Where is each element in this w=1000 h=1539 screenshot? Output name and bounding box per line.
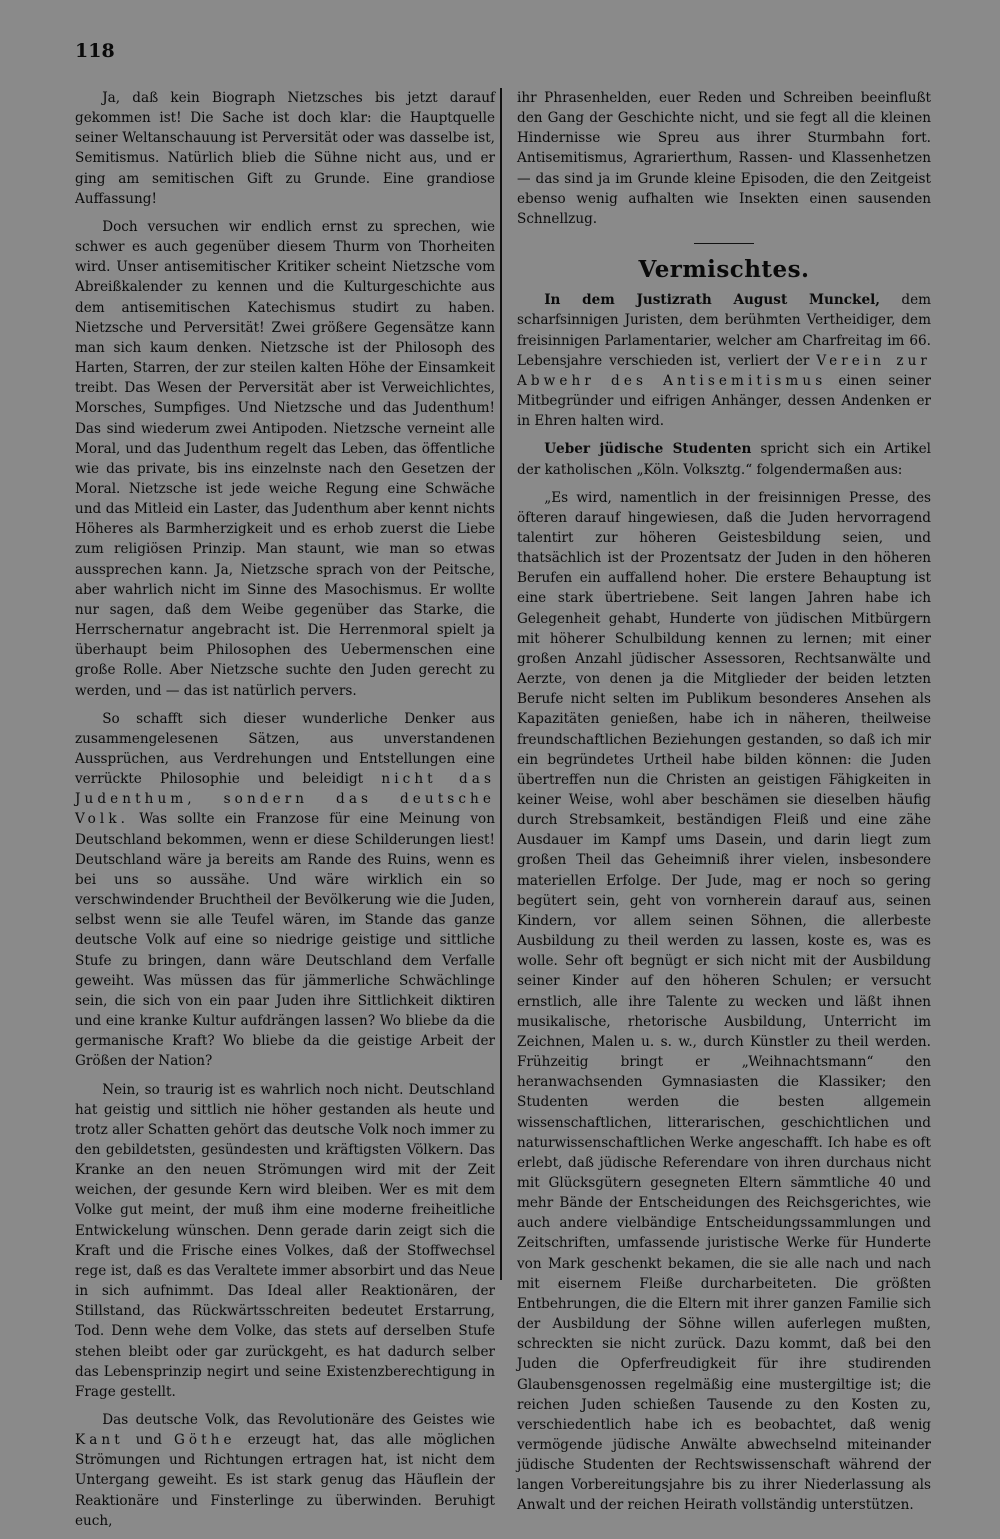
paragraph: Nein, so traurig ist es wahrlich noch nicht. Deutschland hat geistig und sittlich nie höher gestanden als heute und trotz aller Schatten gehört das deutsche Volk noch immer zu den gebildetsten, gesündesten und kräftigsten Völkern. Das Kranke an den neuen Strömungen wird mit der Zeit weichen, der gesunde Kern wird bleiben. Wer es mit dem Volke gut meint, der muß ihm eine moderne freiheitliche Entwickelung wünschen. Denn gerade darin zeigt sich die Kraft und die Frische eines Volkes, daß der Stoffwechsel rege ist, daß es das Veraltete immer absorbirt und das Neue in sich aufnimmt. Das Ideal aller Reaktionären, der Stillstand, das Rückwärtsschreiten bedeutet Erstarrung, Tod. Denn wehe dem Volke, das stets auf derselben Stufe stehen bleibt oder gar zurückgeht, es hat dadurch selber das Lebensprinzip negirt und seine Existenzberechtigung in Frage gestellt.	[75, 1081, 495, 1400]
section-rule	[694, 243, 754, 244]
emphasized-text: nicht das Judenthum, sondern das deutsche Volk.	[75, 771, 495, 828]
paragraph-text: Das deutsche Volk, das Revolutionäre des Geistes wie	[102, 1412, 495, 1428]
left-column	[75, 88, 495, 1539]
paragraph: ihr Phrasenhelden, euer Reden und Schreiben beeinflußt den Gang der Geschichte nicht, und sie fegt all die kleinen Hindernisse wie Spreu aus ihrer Sturmbahn fort. Antisemitismus, Agrarierthum, Rassen- und Klassenhetzen — das sind ja im Grunde kleine Episoden, die den Zeitgeist ebenso wenig aufhalten wie Insekten einen sausenden Schnellzug.	[517, 90, 931, 227]
paragraph-text: und	[135, 1432, 162, 1449]
item-lead: Ueber jüdische Studenten	[544, 441, 752, 458]
quote-paragraph: „Es wird, namentlich in der freisinnigen Presse, des öfteren darauf hingewiesen, daß die Juden hervorragend talentirt zur höheren Geistesbildung seien, und thatsächlich ist der Prozentsatz der Juden in den höheren Berufen ein auffallend hoher. Die erstere Behauptung ist eine stark übertriebene. Seit langen Jahren habe ich Gelegenheit gehabt, Hunderte von jüdischen Mitbürgern mit höherer Schulbildung kennen zu lernen; mit einer großen Anzahl jüdischer Assessoren, Rechtsanwälte und Aerzte, von denen ja die Mitglieder der beiden letzten Berufe nicht selten im Publikum besonderes Ansehen als Kapazitäten genießen, habe ich in näheren, theilweise freundschaftlichen Beziehungen gestanden, so daß ich mir ein begründetes Urtheil habe bilden können: die Juden übertreffen nun die Christen an geistigen Fähigkeiten in keiner Weise, wohl aber beschämen sie dieselben häufig durch Strebsamkeit, beständigen Fleiß und eine zähe Ausdauer im Kampf ums Dasein, und darin liegt zum großen Theil das Geheimniß ihrer vielen, insbesondere materiellen Erfolge. Der Jude, mag er noch so gering begütert sein, geht von vornherein darauf aus, seinen Kindern, vor allem seinen Söhnen, die allerbeste Ausbildung zu theil werden zu lassen, koste es, was es wolle. Sehr oft begnügt er sich nicht mit der Ausbildung seiner Kinder auf den höheren Schulen; er versucht ernstlich, alle ihre Talente zu wecken und läßt ihnen musikalische, rhetorische Ausbildung, Unterricht im Zeichnen, Malen u. s. w., durch Künstler zu theil werden. Frühzeitig bringt er „Weihnachtsmann“ den heranwachsenden Gymnasiasten die Klassiker; den Studenten werden die besten allgemein wissenschaftlichen, litterarischen, geschichtlichen und naturwissenschaftlichen Werke angeschafft. Ich habe es oft erlebt, daß jüdische Referendare von ihren durchaus nicht mit Glücksgütern gesegneten Eltern sämmtliche 40 und mehr Bände der Entscheidungen des Reichsgerichtes, wie auch andere vielbändige Entscheidungssammlungen und Zeitschriften, umfassende juristische Werke für Hunderte von Mark geschenkt bekamen, die sie alle nach und nach mit eisernem Fleiße durcharbeiteten. Die größten Entbehrungen, die die Eltern mit ihrer ganzen Familie sich der Ausbildung der Söhne willen auferlegen mußten, schreckten sie nicht zurück. Dazu kommt, daß bei den Juden die Opferfreudigkeit für ihre studirenden Glaubensgenossen regelmäßig eine mustergiltige ist; die reichen Juden schießen Tausende zu den Kosten zu, verschiedentlich habe ich es beobachtet, daß wenig vermögende jüdische Anwälte abwechselnd miteinander jüdische Studenten der Rechtswissenschaft während der langen Vorbereitungsjahre bis zu ihrer Niederlassung als Anwalt und der reichen Heirath vollständig unterstützen.	[517, 489, 931, 1514]
section-heading: Vermischtes.	[638, 256, 810, 284]
paragraph: Ja, daß kein Biograph Nietzsches bis jetzt darauf gekommen ist! Die Sache ist doch klar: die Hauptquelle seiner Weltanschauung ist Perversität oder was dasselbe ist, Semitismus. Natürlich blieb die Sühne nicht aus, und er ging am semitischen Gift zu Grunde. Eine grandiose Auffassung!	[75, 90, 495, 207]
item-text: einen seiner Mitbegründer und eifrigen Anhänger, dessen Andenken er in Ehren halten wird.	[517, 372, 931, 430]
item-text: spricht sich ein Artikel der katholischen „Köln. Volksztg.“ folgendermaßen aus:	[517, 441, 931, 478]
paragraph-text: Was sollte ein Franzose für eine Meinung von Deutschland bekommen, wenn er diese Schilderungen liest! Deutschland wäre ja bereits am Rande des Ruins, wenn es bei uns so aussähe. Und wäre wirklich ein so verschwindender Bruchtheil der Bevölkerung wie die Juden, selbst wenn sie alle Teufel wären, im Stande das ganze deutsche Volk auf eine so niedrige geistige und sittliche Stufe zu bringen, dann wäre Deutschland dem Verfalle geweiht. Was müssen das für jämmerliche Schwächlinge sein, die sich von ein paar Juden ihre Sittlichkeit diktiren und eine kranke Kultur aufdrängen lassen? Wo bliebe da die germanische Kraft? Wo bliebe da die geistige Arbeit der Größen der Nation?	[75, 811, 495, 1070]
right-column	[517, 88, 931, 1524]
emphasized-name: Kant	[75, 1432, 124, 1449]
paragraph-text: So schafft sich dieser wunderliche Denker aus zusammengelesenen Sätzen, aus unverstandenen Aussprüchen, aus Verdrehungen und Entstellungen eine verrückte Philosophie und beleidigt	[75, 710, 495, 788]
emphasized-text: Verein zur Abwehr des Antisemitismus	[517, 352, 931, 389]
news-item	[517, 439, 931, 479]
paragraph	[75, 709, 495, 1072]
item-lead: In dem Justizrath August Munckel,	[544, 292, 881, 309]
paragraph: Doch versuchen wir endlich ernst zu sprechen, wie schwer es auch gegenüber diesem Thurm von Thorheiten wird. Unser antisemitischer Kritiker scheint Nietzsche vom Abreißkalender zu kennen und die Kulturgeschichte aus dem antisemitischen Katechismus studirt zu haben. Nietzsche und Perversität! Zwei größere Gegensätze kann man sich kaum denken. Nietzsche ist der Philosoph des Harten, Starren, der zur steilen kalten Höhe der Einsamkeit treibt. Das Wesen der Perversität aber ist Verweichlichtes, Morsches, Sumpfiges. Und Nietzsche und das Judenthum! Das sind wiederum zwei Antipoden. Nietzsche verneint alle Moral, und das Judenthum regelt das Leben, das öffentliche wie das private, bis ins einzelnste nach den Gesetzen der Moral. Nietzsche ist jede weiche Regung eine Schwäche und das Mitleid ein Laster, das Judenthum aber kennt nichts Höheres als Barmherzigkeit und es erhob zuerst die Liebe zum religiösen Prinzip. Man staunt, wie man so etwas aussprechen kann. Ja, Nietzsche sprach von der Peitsche, aber wahrlich nicht im Sinne des Masochismus. Er wollte nur sagen, daß dem Weibe gegenüber das Starke, die Herrschernatur angebracht ist. Die Herrenmoral spielt ja überhaupt beim Philosophen des Uebermenschen eine große Rolle. Aber Nietzsche suchte den Juden gerecht zu werden, und — das ist natürlich pervers.	[75, 218, 495, 699]
item-text: dem scharfsinnigen Juristen, dem berühmten Vertheidiger, dem freisinnigen Parlamentarier, welcher am Charfreitag im 66. Lebensjahre verschieden ist, verliert der	[517, 292, 932, 369]
emphasized-name: Göthe	[173, 1432, 236, 1449]
news-item	[517, 290, 931, 431]
page-number: 118	[75, 40, 115, 62]
paragraph-text: erzeugt hat, das alle möglichen Strömungen und Richtungen ertragen hat, ist nicht dem Untergang geweiht. Es ist stark genug das Häuflein der Reaktionäre und Finsterlinge zu überwinden. Beruhigt euch,	[75, 1432, 495, 1529]
column-divider	[500, 88, 502, 1280]
paragraph	[75, 1410, 495, 1531]
